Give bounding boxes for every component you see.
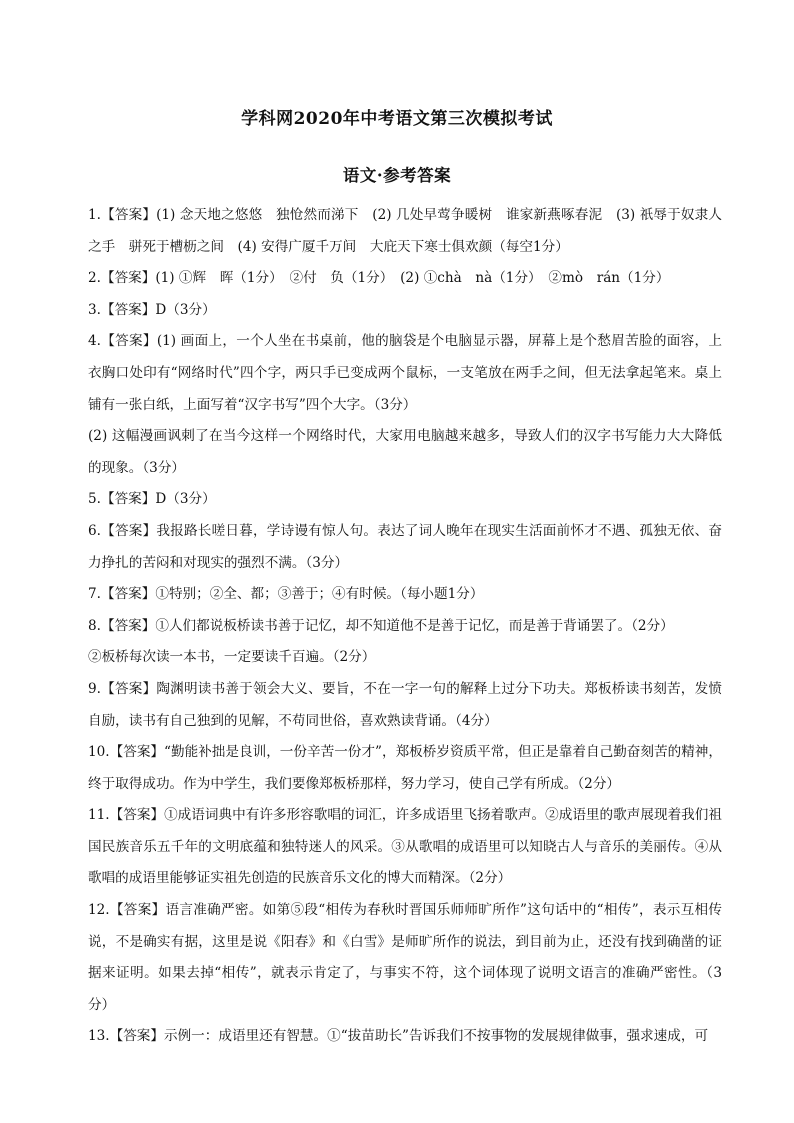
- answer-item-2: 2.【答案】(1) ①辉 晖（1分） ②付 负（1分） (2) ①chà nà（1分） ②mò rán（1分）: [88, 270, 670, 287]
- answer-item-8-part-2: ②板桥每次读一本书，一定要读千百遍。（2分）: [88, 649, 376, 666]
- answer-item-6: 6.【答案】我报路长嗟日暮，学诗谩有惊人句。表达了词人晚年在现实生活面前怀才不遇、孤独无依、奋力挣扎的苦闷和对现实的强烈不满。（3分）: [88, 522, 722, 571]
- answer-item-4: 4.【答案】(1) 画面上，一个人坐在书桌前，他的脑袋是个电脑显示器，屏幕上是个愁眉苦脸的面容，上衣胸口处印有“网络时代”四个字，两只手已变成两个鼠标，一支笔放在两手之间，但无法拿起笔来。桌上铺有一张白纸，上面写着“汉字书写”四个大字。（3分）: [88, 333, 722, 413]
- answer-item-4-part-2: (2) 这幅漫画讽刺了在当今这样一个网络时代，大家用电脑越来越多，导致人们的汉字书写能力大大降低的现象。（3分）: [88, 428, 722, 476]
- answer-item-11: 11.【答案】①成语词典中有许多形容歌唱的词汇，许多成语里飞扬着歌声。②成语里的歌声展现着我们祖国民族音乐五千年的文明底蕴和独特迷人的风采。③从歌唱的成语里可以知晓古人与音乐的美丽传。④从歌唱的成语里能够证实祖先创造的民族音乐文化的博大而精深。（2分）: [88, 807, 722, 887]
- answer-item-7: 7.【答案】①特别；②全、都；③善于；④有时候。（每小题1分）: [88, 586, 484, 603]
- page-title: 学科网2020年中考语文第三次模拟考试: [241, 109, 553, 129]
- answer-item-9: 9.【答案】陶渊明读书善于领会大义、要旨，不在一字一句的解释上过分下功夫。郑板桥读书刻苦，发愤自励，读书有自己独到的见解，不苟同世俗，喜欢熟读背诵。（4分）: [88, 680, 722, 729]
- answer-item-10: 10.【答案】“勤能补拙是良训，一份辛苦一份才”，郑板桥岁资质平常，但正是靠着自己勤奋刻苦的精神，终于取得成功。作为中学生，我们要像郑板桥那样，努力学习，使自己学有所成。（2分）: [88, 744, 722, 792]
- answer-list: [88, 200, 722, 1053]
- answer-item-3: 3.【答案】D（3分）: [88, 301, 216, 318]
- answer-item-1: 1.【答案】(1) 念天地之悠悠 独怆然而涕下 (2) 几处早莺争暖树 谁家新燕啄春泥 (3) 祇辱于奴隶人之手 骈死于槽枥之间 (4) 安得广厦千万间 大庇天下寒士俱欢颜（每空1分）: [88, 207, 722, 255]
- answer-item-8: 8.【答案】①人们都说板桥读书善于记忆，却不知道他不是善于记忆，而是善于背诵罢了。（2分）: [88, 617, 674, 634]
- answer-item-13: 13.【答案】示例一：成语里还有智慧。①“拔苗助长”告诉我们不按事物的发展规律做事，强求速成，可: [88, 1028, 709, 1045]
- answer-item-12: 12.【答案】语言准确严密。如第⑤段“相传为春秋时晋国乐师师旷所作”这句话中的“相传”，表示互相传说，不是确实有据，这里是说《阳春》和《白雪》是师旷所作的说法，到目前为止，还没有找到确凿的证据来证明。如果去掉“相传”，就表示肯定了，与事实不符，这个词体现了说明文语言的准确严密性。（3分）: [88, 902, 722, 1013]
- page-subtitle: 语文·参考答案: [342, 166, 452, 185]
- answer-item-5: 5.【答案】D（3分）: [88, 491, 216, 508]
